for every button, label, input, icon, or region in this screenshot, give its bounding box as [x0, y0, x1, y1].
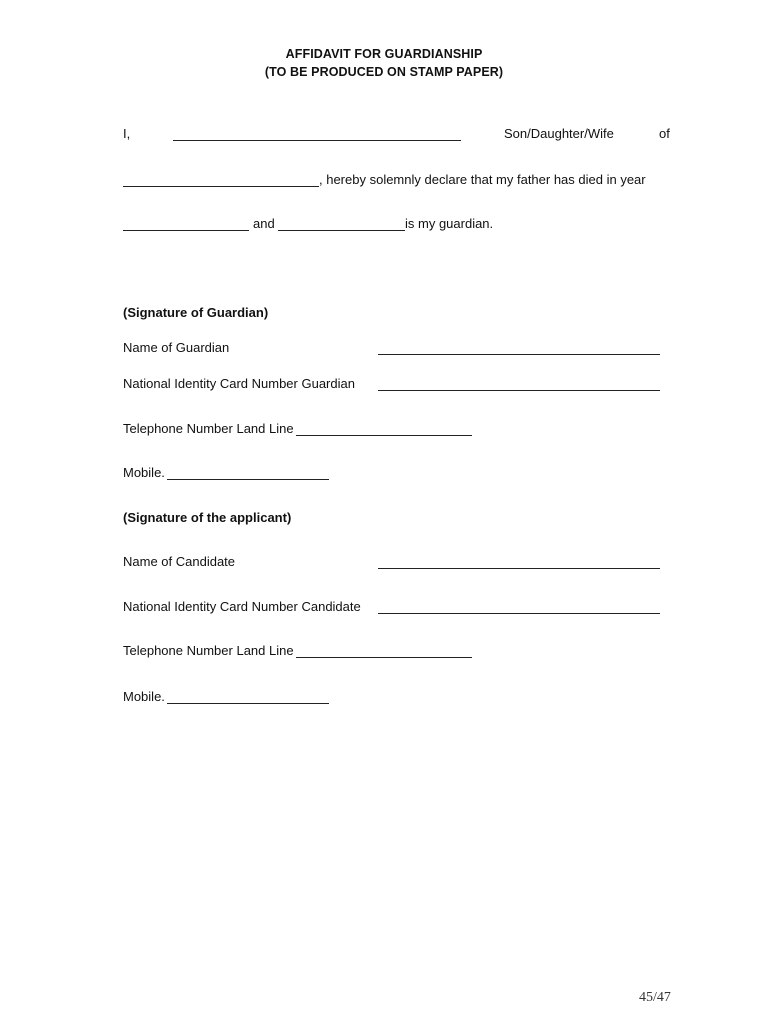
- page-number: 45/47: [639, 990, 671, 1005]
- guardian-nic-field[interactable]: [378, 390, 660, 391]
- document-title: AFFIDAVIT FOR GUARDIANSHIP: [285, 47, 483, 61]
- declaration-statement: , hereby solemnly declare that my father has died in year: [319, 172, 646, 187]
- guardian-signature-heading: (Signature of Guardian): [123, 305, 269, 320]
- candidate-landline-field[interactable]: [296, 657, 472, 658]
- candidate-name-label: Name of Candidate: [123, 554, 236, 569]
- candidate-name-field[interactable]: [378, 568, 660, 569]
- death-year-blank[interactable]: [123, 230, 249, 231]
- document-subtitle: (TO BE PRODUCED ON STAMP PAPER): [264, 65, 504, 79]
- guardian-mobile-field[interactable]: [167, 479, 329, 480]
- guardian-name-field[interactable]: [378, 354, 660, 355]
- candidate-landline-label: Telephone Number Land Line: [123, 643, 294, 658]
- applicant-signature-heading: (Signature of the applicant): [123, 510, 292, 525]
- guardian-landline-field[interactable]: [296, 435, 472, 436]
- of-text: of: [659, 126, 670, 141]
- guardian-nic-label: National Identity Card Number Guardian: [123, 376, 355, 391]
- declaration-pronoun: I,: [123, 126, 131, 141]
- candidate-nic-label: National Identity Card Number Candidate: [123, 599, 361, 614]
- parent-name-blank[interactable]: [123, 186, 319, 187]
- candidate-mobile-field[interactable]: [167, 703, 329, 704]
- candidate-nic-field[interactable]: [378, 613, 660, 614]
- and-text: and: [253, 216, 275, 231]
- guardian-landline-label: Telephone Number Land Line: [123, 421, 294, 436]
- relation-text: Son/Daughter/Wife: [504, 126, 614, 141]
- guardian-name-blank[interactable]: [278, 230, 405, 231]
- guardian-name-label: Name of Guardian: [123, 340, 230, 355]
- guardian-mobile-label: Mobile.: [123, 465, 165, 480]
- guardian-statement: is my guardian.: [405, 216, 494, 231]
- candidate-mobile-label: Mobile.: [123, 689, 165, 704]
- declarant-name-blank[interactable]: [173, 140, 461, 141]
